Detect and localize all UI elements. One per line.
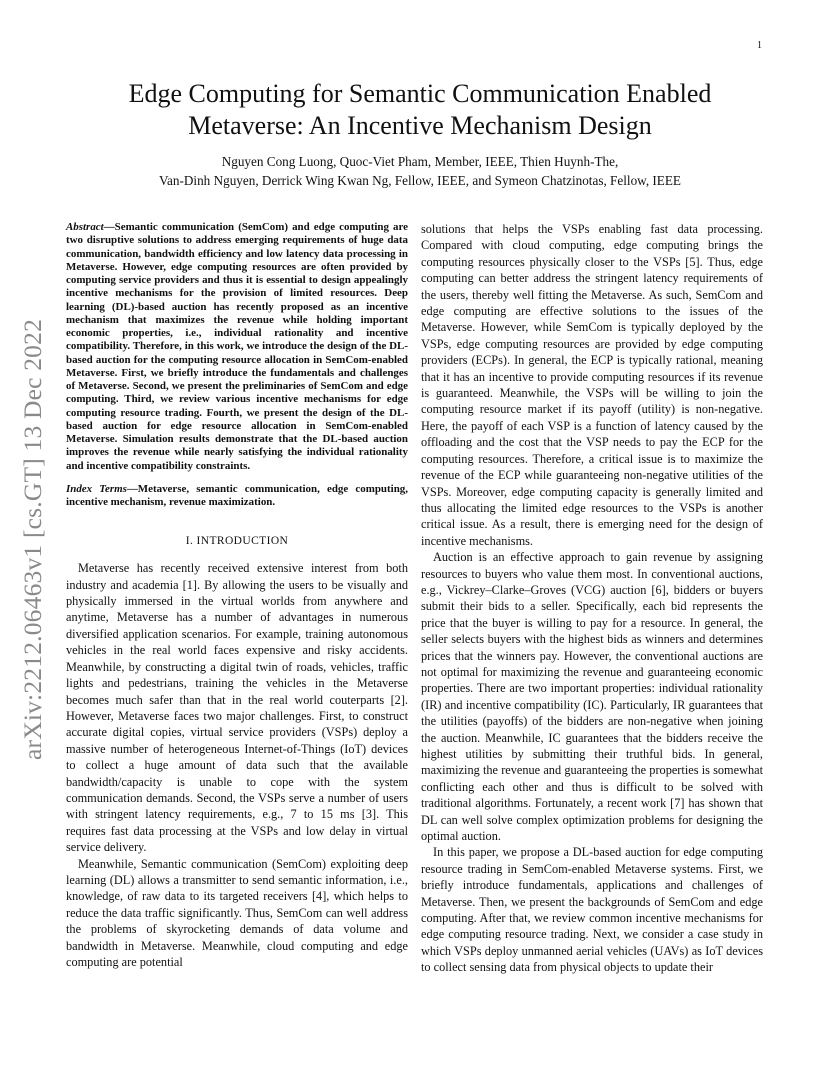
author-line-1: Nguyen Cong Luong, Quoc-Viet Pham, Member, IEEE, Thien Huynh-The, xyxy=(221,154,619,169)
paper-title-line-1: Edge Computing for Semantic Communication Enabled xyxy=(128,79,712,108)
left-column xyxy=(66,221,408,970)
page-number: 1 xyxy=(757,40,762,51)
paper-title xyxy=(70,78,770,142)
abstract xyxy=(66,221,408,473)
body-paragraph: Metaverse has recently received extensive interest from both industry and academia [1]. By allowing the users to be visually and physically immersed in the virtual worlds from anywhere and anytime, Metaverse has a number of advantages in numerous diversified application scenarios. For example, training autonomous vehicles in the real world faces expensive and risky accidents. Meanwhile, by constructing a digital twin of roads, vehicles, traffic lights and pedestrians, training the vehicles in the Metaverse becomes much safer than that in the real world couterparts [2]. However, Metaverse faces two major challenges. First, to construct accurate digital copies, virtual service providers (VSPs) deploy a massive number of heterogeneous Internet-of-Things (IoT) devices to collect a huge amount of data such that the available bandwidth/capacity is unable to cope with the system communication demands. Second, the VSPs serve a number of users with stringent latency requirements, e.g., 7 to 15 ms [3]. This requires fast data processing at the VSPs and low delay in virtual service delivery. xyxy=(66,561,408,855)
paper-title-line-2: Metaverse: An Incentive Mechanism Design xyxy=(188,111,652,140)
body-paragraph: Auction is an effective approach to gain revenue by assigning resources to buyers who value them most. In conventional auctions, e.g., Vickrey–Clarke–Groves (VCG) auction [6], bidders or buyers submit their bids to a seller. Specifically, each bid represents the price that the buyer is willing to pay for a resource. In general, the seller selects buyers with the highest bids as winners and determines prices that the winners pay. However, the conventional auctions are not optimal for maximizing the revenue and guaranteeing economic properties. There are two important properties: individual rationality (IR) and incentive compatibility (IC). Particularly, IR guarantees that the utilities (payoffs) of the bidders are non-negative when joining the auction. Meanwhile, IC guarantees that the bidders receive the highest utilities by submitting their truthful bids. In general, maximizing the revenue and guaranteeing the properties is somewhat conflicting each other and thus is difficult to be solved with traditional algorithms. Fortunately, a recent work [7] has shown that DL can well solve complex optimization problems for designing the optimal auction. xyxy=(421,550,763,844)
index-terms xyxy=(66,483,408,510)
body-paragraph: In this paper, we propose a DL-based auction for edge computing resource trading in SemCom-enabled Metaverse systems. First, we briefly introduce fundamentals, applications and challenges of Metaverse. Then, we present the backgrounds of SemCom and edge computing. After that, we review common incentive mechanisms for edge computing resource trading. Next, we consider a case study in which VSPs deploy unmanned aerial vehicles (UAVs) as IoT devices to collect sensing data from physical objects to update their xyxy=(421,845,763,975)
arxiv-identifier-stamp: arXiv:2212.06463v1 [cs.GT] 13 Dec 2022 xyxy=(18,318,47,760)
abstract-lead: Abstract xyxy=(66,221,104,233)
section-heading-introduction: I. INTRODUCTION xyxy=(185,535,289,548)
index-terms-text: —Metaverse, semantic communication, edge computing, incentive mechanism, revenue maximization. xyxy=(66,482,408,508)
author-line-2: Van-Dinh Nguyen, Derrick Wing Kwan Ng, Fellow, IEEE, and Symeon Chatzinotas, Fellow, IEEE xyxy=(159,173,681,188)
index-terms-lead: Index Terms xyxy=(66,482,127,495)
right-column xyxy=(421,221,763,976)
author-list xyxy=(70,152,770,190)
body-paragraph: Meanwhile, Semantic communication (SemCom) exploiting deep learning (DL) allows a transmitter to send semantic information, i.e., knowledge, of raw data to its targeted receivers [4], which helps to reduce the data traffic significantly. Thus, SemCom can well address the problems of skyrocketing demands of data volume and bandwidth in Metaverse. Meanwhile, cloud computing and edge computing are potential xyxy=(66,856,408,969)
abstract-text: —Semantic communication (SemCom) and edge computing are two disruptive solutions to address emerging requirements of huge data communication, bandwidth efficiency and low latency data processing in Metaverse. However, edge computing resources are often provided by computing service providers and thus it is essential to design appealingly incentive mechanisms for the provision of limited resources. Deep learning (DL)-based auction has recently proposed as an incentive mechanism that maximizes the revenue while holding important economic properties, i.e., individual rationality and incentive compatibility. Therefore, in this work, we introduce the design of the DL-based auction for the computing resource allocation in SemCom-enabled Metaverse. First, we briefly introduce the fundamentals and challenges of Metaverse. Second, we present the preliminaries of SemCom and edge computing. Third, we review various incentive mechanisms for edge computing resource trading. Fourth, we present the design of the DL-based auction for edge resource allocation in SemCom-enabled Metaverse. Simulation results demonstrate that the DL-based auction improves the revenue while nearly satisfying the individual rationality and incentive compatibility constraints. xyxy=(66,221,408,472)
body-paragraph: solutions that helps the VSPs enabling fast data processing. Compared with cloud computing, edge computing brings the computing resources physically closer to the VSPs [5]. Thus, edge computing can better address the stringent latency requirements of the users, thereby well fitting the Metaverse. As such, SemCom and edge computing are effective solutions to the issues of the Metaverse. However, while SemCom is typically deployed by the VSPs, edge computing resources are provided by edge computing providers (ECPs). In general, the ECP is typically rational, meaning that it has an incentive to provide computing resources if its revenue is guaranteed. Meanwhile, the VSPs will be willing to join the computing resource market if its payoff (utility) is non-negative. Here, the payoff of each VSP is a function of latency caused by the offloading and the cost that the VSP needs to pay the ECP for the computing resources. Therefore, a critical issue is to maximize the revenue of the ECP while guaranteeing non-negative utilities of the VSPs. Moreover, edge computing capacity is generally limited and thus allocating the limited edge resources to the VSPs is another critical issue. As a result, there is emerging need for the design of incentive mechanisms. xyxy=(421,222,763,548)
